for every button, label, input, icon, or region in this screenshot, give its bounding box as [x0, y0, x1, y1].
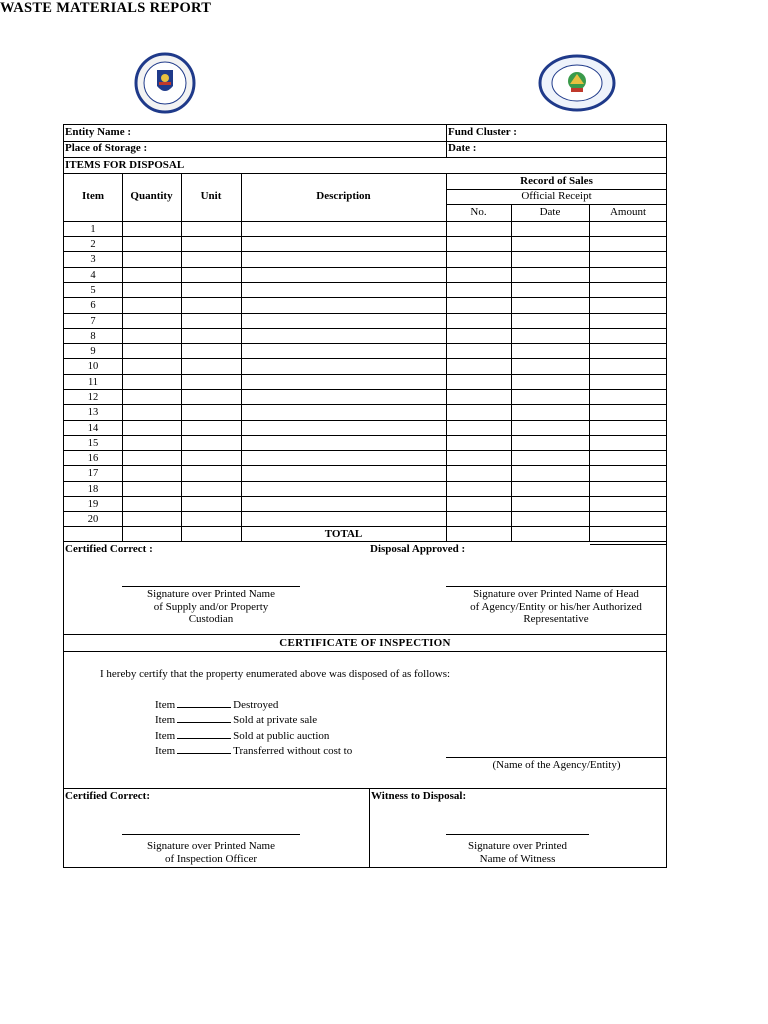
- official-receipt-header: Official Receipt: [521, 190, 592, 202]
- row-number: 10: [87, 361, 99, 372]
- row-number: 1: [90, 224, 96, 235]
- row-number: 15: [87, 438, 99, 449]
- record-of-sales-header: Record of Sales: [520, 175, 593, 187]
- page-title: WASTE MATERIALS REPORT: [0, 0, 212, 16]
- inspection-heading: CERTIFICATE OF INSPECTION: [279, 637, 451, 649]
- option-private-sale: Item Sold at private sale: [155, 714, 318, 726]
- witness-signature-block: Signature over Printed Name of Witness: [468, 840, 567, 865]
- agency-name-label: (Name of the Agency/Entity): [492, 759, 621, 771]
- col-quantity-header: Quantity: [130, 190, 173, 202]
- option-transferred: Item Transferred without cost to: [155, 745, 353, 757]
- col-no-header: No.: [470, 206, 487, 218]
- row-number: 2: [90, 239, 96, 250]
- head-signature-block: Signature over Printed Name of Head of Agency/Entity or his/her Authorized Representative: [470, 588, 642, 625]
- row-number: 12: [87, 392, 99, 403]
- witness-label: Witness to Disposal:: [371, 790, 467, 802]
- row-number: 9: [90, 346, 96, 357]
- col-item-header: Item: [82, 190, 104, 202]
- deped-logo: [127, 52, 203, 114]
- col-unit-header: Unit: [200, 190, 222, 202]
- fund-cluster-label: Fund Cluster :: [448, 126, 517, 138]
- row-number: 16: [87, 453, 99, 464]
- row-number: 3: [90, 254, 96, 265]
- items-for-disposal-label: ITEMS FOR DISPOSAL: [65, 159, 185, 171]
- certified-correct-label: Certified Correct :: [65, 543, 153, 555]
- date-label: Date :: [448, 142, 477, 154]
- row-number: 14: [87, 423, 99, 434]
- row-number: 5: [90, 285, 96, 296]
- row-number: 4: [90, 270, 96, 281]
- row-number: 13: [87, 407, 99, 418]
- row-number: 20: [87, 514, 99, 525]
- total-label: TOTAL: [324, 528, 363, 540]
- place-of-storage-label: Place of Storage :: [65, 142, 148, 154]
- col-amount-header: Amount: [609, 206, 647, 218]
- row-number: 11: [87, 377, 99, 388]
- col-description-header: Description: [316, 190, 371, 202]
- option-destroyed: Item Destroyed: [155, 699, 279, 711]
- row-number: 8: [90, 331, 96, 342]
- sdo-logo: [538, 54, 616, 112]
- col-date-header: Date: [539, 206, 561, 218]
- option-public-auction: Item Sold at public auction: [155, 730, 330, 742]
- row-number: 7: [90, 316, 96, 327]
- inspection-officer-signature-block: Signature over Printed Name of Inspection Officer: [147, 840, 275, 865]
- disposal-approved-label: Disposal Approved :: [370, 543, 466, 555]
- footer-certified-correct-label: Certified Correct:: [65, 790, 150, 802]
- row-number: 17: [87, 468, 99, 479]
- inspection-statement: I hereby certify that the property enumerated above was disposed of as follows:: [100, 668, 451, 680]
- row-number: 19: [87, 499, 99, 510]
- row-number: 18: [87, 484, 99, 495]
- entity-name-label: Entity Name :: [65, 126, 131, 138]
- custodian-signature-block: Signature over Printed Name of Supply and/or Property Custodian: [147, 588, 275, 625]
- row-number: 6: [90, 300, 96, 311]
